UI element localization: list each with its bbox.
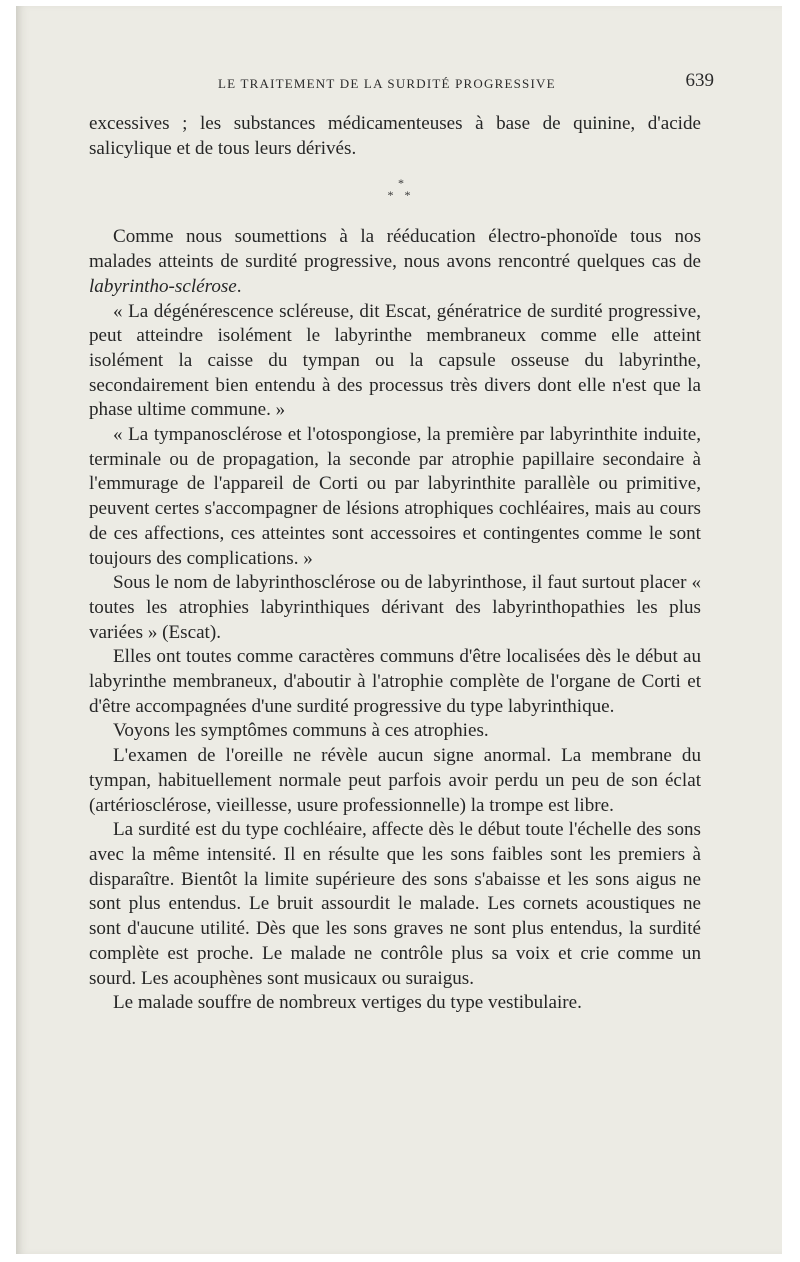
- paragraph-text: Comme nous soumettions à la rééducation électro-phonoïde tous nos malades atteints de surdité progressive, nous avons rencontré quelques cas de: [89, 226, 701, 273]
- asterism-bottom: * *: [387, 188, 415, 203]
- asterism-divider: [89, 177, 701, 201]
- paragraph: Voyons les symptômes communs à ces atrophies.: [113, 720, 489, 742]
- page-header: [88, 70, 728, 100]
- paragraph-text: .: [236, 275, 242, 297]
- page-number: 639: [685, 70, 714, 91]
- paragraph: Elles ont toutes comme caractères communs d'être localisées dès le début au labyrinthe membraneux, d'aboutir à l'atrophie complète de l'organe de Corti et d'être accompagnées d'une surdité progressive du type labyrinthique.: [89, 646, 701, 717]
- paragraph: [89, 225, 701, 299]
- italic-term: labyrintho-sclérose: [89, 275, 237, 297]
- paragraph: Sous le nom de labyrinthosclérose ou de labyrinthose, il faut surtout placer « toutes les atrophies labyrinthiques dérivant des labyrinthopathies les plus variées » (Escat).: [89, 572, 701, 643]
- paragraph: excessives ; les substances médicamenteuses à base de quinine, d'acide salicylique et de tous leurs dérivés.: [89, 113, 701, 159]
- asterism-top: *: [398, 176, 404, 191]
- page-body: [89, 112, 701, 1016]
- paragraph: La surdité est du type cochléaire, affecte dès le début toute l'échelle des sons avec la même intensité. Il en résulte que les sons faibles sont les premiers à disparaître. Bientôt la limite supérieure des sons s'abaisse et les sons aigus ne sont plus entendus. Le bruit assourdit le malade. Les cornets acoustiques ne sont d'aucune utilité. Dès que les sons graves ne sont plus entendus, la surdité complète est proche. Le malade ne contrôle plus sa voix et crie comme un sourd. Les acouphènes sont musicaux ou suraigus.: [89, 819, 701, 989]
- paragraph: Le malade souffre de nombreux vertiges du type vestibulaire.: [113, 992, 582, 1014]
- paragraph: L'examen de l'oreille ne révèle aucun signe anormal. La membrane du tympan, habituellement normale peut parfois avoir perdu un peu de son éclat (artériosclérose, vieillesse, usure professionnelle) la trompe est libre.: [89, 745, 701, 816]
- paragraph: « La dégénérescence scléreuse, dit Escat, génératrice de surdité progressive, peut atteindre isolément le labyrinthe membraneux comme elle atteint isolément la caisse du tympan ou la capsule osseuse du labyrinthe, secondairement bien entendu à des processus très divers dont elle n'est que la phase ultime commune. »: [89, 300, 701, 421]
- paragraph: « La tympanosclérose et l'otospongiose, la première par labyrinthite induite, terminale ou de propagation, la seconde par atrophie papillaire secondaire à l'emmurage de l'appareil de Corti ou par labyrinthite parallèle ou primitive, peuvent certes s'accompagner de lésions atrophiques cochléaires, mais au cours de ces affections, ces atteintes sont accessoires et contingentes comme le sont toujours des complications. »: [89, 424, 701, 569]
- running-title: LE TRAITEMENT DE LA SURDITÉ PROGRESSIVE: [218, 76, 556, 91]
